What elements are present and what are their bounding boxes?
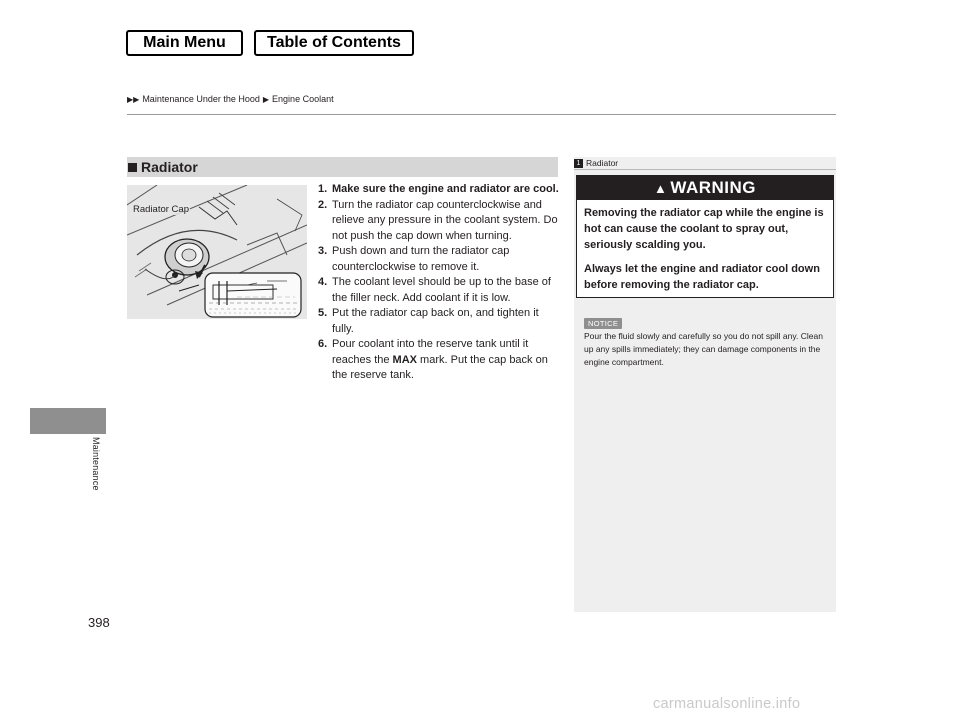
- sidebar-heading-text: Radiator: [586, 158, 619, 168]
- chapter-tab[interactable]: [30, 408, 106, 434]
- watermark: carmanualsonline.info: [653, 696, 801, 712]
- warning-triangle-icon: ▲: [653, 180, 668, 196]
- radiator-cap-label: Radiator Cap: [133, 204, 189, 215]
- max-mark-emphasis: MAX: [392, 353, 417, 366]
- header-divider: [127, 114, 836, 115]
- chapter-label: Maintenance: [91, 437, 101, 491]
- breadcrumb: [127, 94, 334, 104]
- table-of-contents-button[interactable]: Table of Contents: [254, 30, 414, 56]
- warning-box: [576, 175, 834, 298]
- step-item: 2. Turn the radiator cap counterclockwise and relieve any pressure in the coolant system. Do not push the cap down when turning.: [318, 198, 558, 242]
- main-menu-button[interactable]: Main Menu: [126, 30, 243, 56]
- notice-badge: NOTICE: [584, 318, 622, 329]
- step-item: 6. Pour coolant into the reserve tank until it reaches the MAX mark. Put the cap back on the reserve tank.: [318, 338, 548, 381]
- warning-text-2: Always let the engine and radiator cool down before removing the radiator cap.: [584, 263, 820, 291]
- square-bullet-icon: [128, 163, 137, 172]
- breadcrumb-arrow-icon: ▶▶: [127, 94, 140, 104]
- breadcrumb-level2[interactable]: Engine Coolant: [272, 94, 334, 104]
- warning-text-1: Removing the radiator cap while the engine is hot can cause the coolant to spray out, seriously scalding you.: [584, 207, 824, 251]
- section-title: Radiator: [141, 159, 198, 175]
- step-item: 3. Push down and turn the radiator cap counterclockwise to remove it.: [318, 245, 510, 273]
- breadcrumb-arrow-icon: ▶: [262, 94, 270, 104]
- step-item: 1. Make sure the engine and radiator are cool.: [318, 183, 559, 195]
- sidebar-heading: [574, 157, 836, 170]
- breadcrumb-level1[interactable]: Maintenance Under the Hood: [142, 94, 260, 104]
- warning-header: [577, 176, 833, 200]
- sidebar-notes: [574, 157, 836, 612]
- notice-text: Pour the fluid slowly and carefully so you do not spill any. Clean up any spills immediately; they can damage components in the engine compartment.: [584, 331, 823, 367]
- page-number: 398: [88, 615, 110, 630]
- step-item: 4. The coolant level should be up to the base of the filler neck. Add coolant if it is low.: [318, 276, 551, 304]
- reference-marker-icon: 1: [574, 159, 583, 168]
- step-item: 5. Put the radiator cap back on, and tighten it fully.: [318, 307, 539, 335]
- procedure-steps: [318, 182, 561, 384]
- section-heading: [127, 157, 558, 177]
- radiator-illustration: [127, 185, 307, 319]
- warning-title: WARNING: [670, 178, 757, 197]
